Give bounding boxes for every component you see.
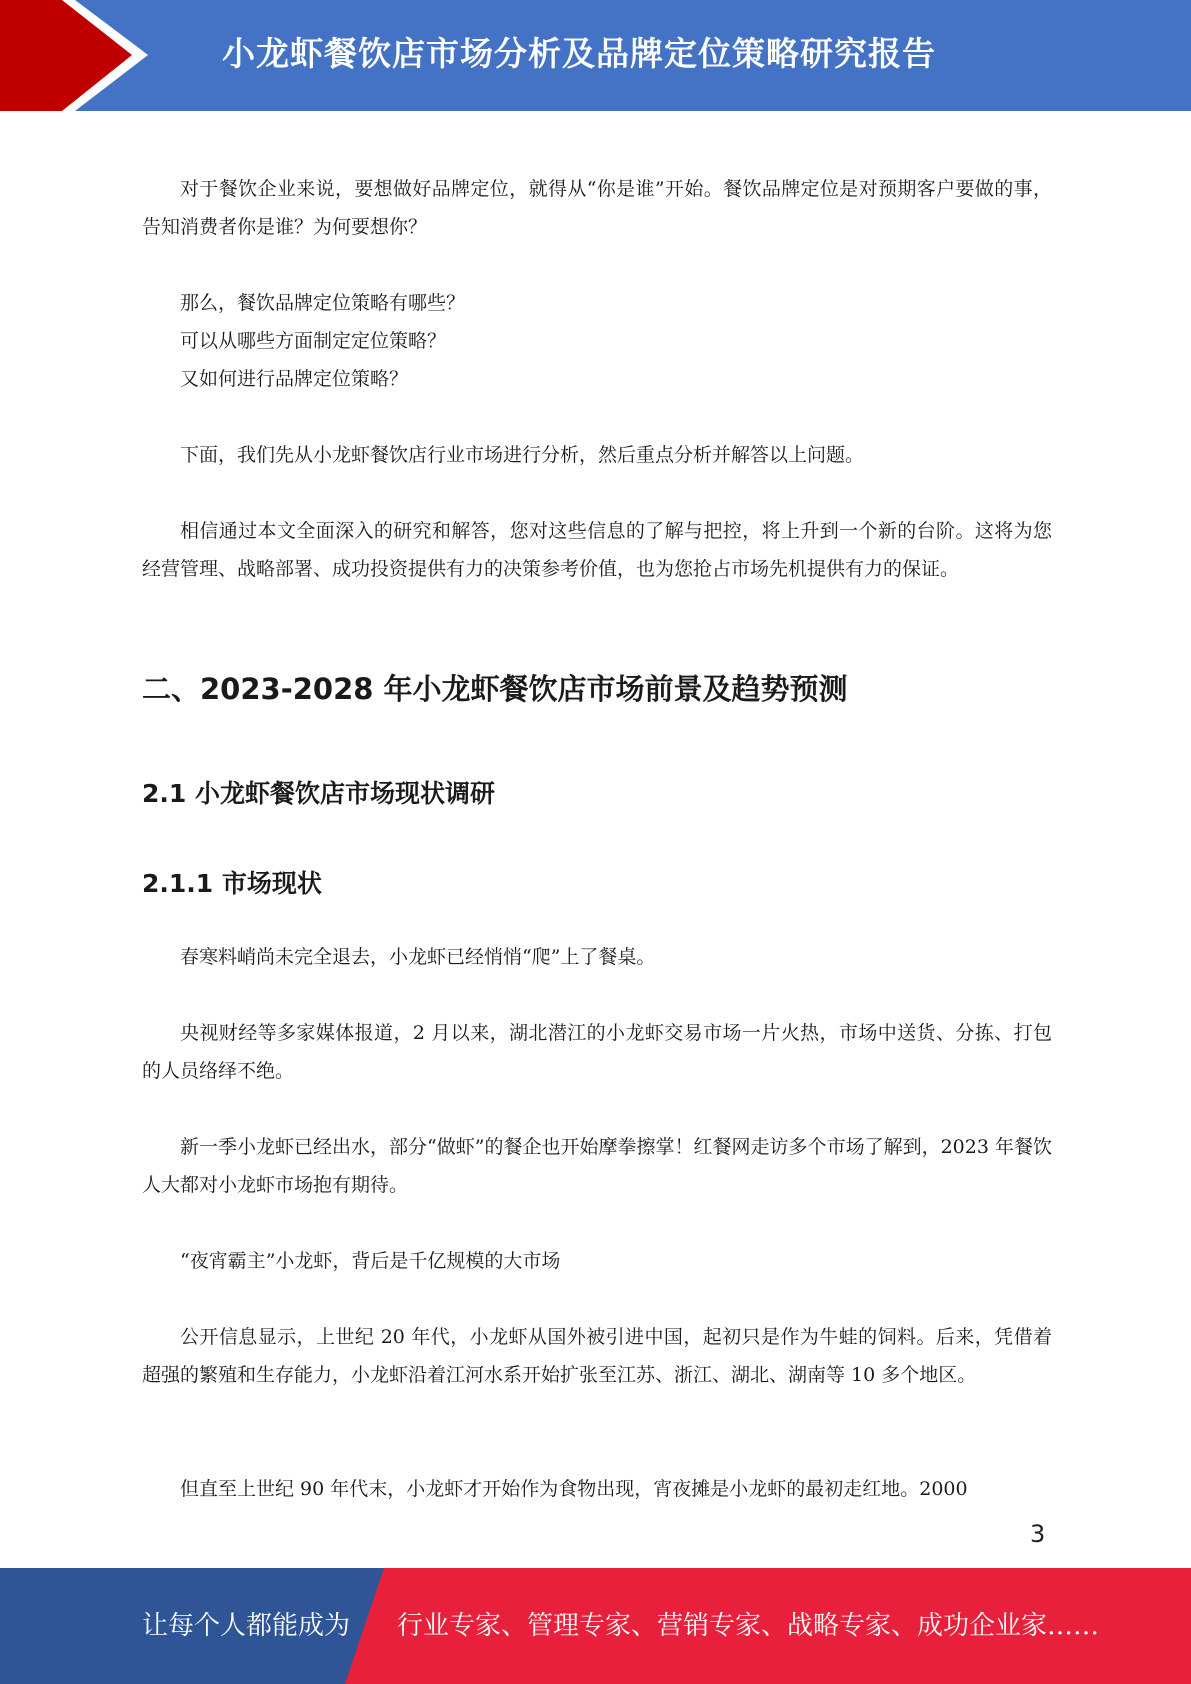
body-paragraph-1: 春寒料峭尚未完全退去，小龙虾已经悄悄“爬”上了餐桌。 — [180, 946, 656, 968]
intro-question-3: 又如何进行品牌定位策略？ — [180, 368, 409, 390]
body-paragraph-3: 新一季小龙虾已经出水，部分“做虾”的餐企也开始摩拳擦掌！红餐网走访多个市场了解到，2023 年餐饮人大都对小龙虾市场抱有期待。 — [142, 1136, 1052, 1196]
page-number: 3 — [1030, 1520, 1046, 1548]
header-bar — [0, 0, 1191, 111]
report-title: 小龙虾餐饮店市场分析及品牌定位策略研究报告 — [222, 34, 936, 73]
subsubsection-heading: 2.1.1 市场现状 — [142, 869, 322, 898]
footer-slogan-right: 行业专家、管理专家、营销专家、战略专家、成功企业家…… — [397, 1611, 1100, 1641]
intro-question-1: 那么，餐饮品牌定位策略有哪些？ — [180, 292, 466, 314]
intro-question-2: 可以从哪些方面制定定位策略？ — [180, 330, 447, 352]
body-paragraph-4: “夜宵霸主”小龙虾，背后是千亿规模的大市场 — [180, 1250, 561, 1272]
intro-paragraph-1: 对于餐饮企业来说，要想做好品牌定位，就得从“你是谁”开始。餐饮品牌定位是对预期客户要做的事，告知消费者你是谁？为何要想你？ — [142, 178, 1052, 238]
section-heading: 二、2023-2028 年小龙虾餐饮店市场前景及趋势预测 — [142, 672, 848, 706]
footer-slogan-left: 让每个人都能成为 — [142, 1611, 351, 1641]
header-arrow-icon — [0, 0, 160, 111]
body-paragraph-6: 但直至上世纪 90 年代末，小龙虾才开始作为食物出现，宵夜摊是小龙虾的最初走红地。2000 — [180, 1478, 968, 1500]
footer-bar — [0, 1568, 1191, 1684]
subsection-heading: 2.1 小龙虾餐饮店市场现状调研 — [142, 779, 495, 808]
body-paragraph-2: 央视财经等多家媒体报道，2 月以来，湖北潜江的小龙虾交易市场一片火热，市场中送货、分拣、打包的人员络绎不绝。 — [142, 1022, 1052, 1082]
intro-paragraph-2: 下面，我们先从小龙虾餐饮店行业市场进行分析，然后重点分析并解答以上问题。 — [180, 444, 865, 466]
body-paragraph-5: 公开信息显示，上世纪 20 年代，小龙虾从国外被引进中国，起初只是作为牛蛙的饲料。后来，凭借着超强的繁殖和生存能力，小龙虾沿着江河水系开始扩张至江苏、浙江、湖北、湖南等 10 多个地区。 — [142, 1326, 1052, 1386]
intro-paragraph-3: 相信通过本文全面深入的研究和解答，您对这些信息的了解与把控，将上升到一个新的台阶。这将为您经营管理、战略部署、成功投资提供有力的决策参考价值，也为您抢占市场先机提供有力的保证。 — [142, 520, 1052, 580]
